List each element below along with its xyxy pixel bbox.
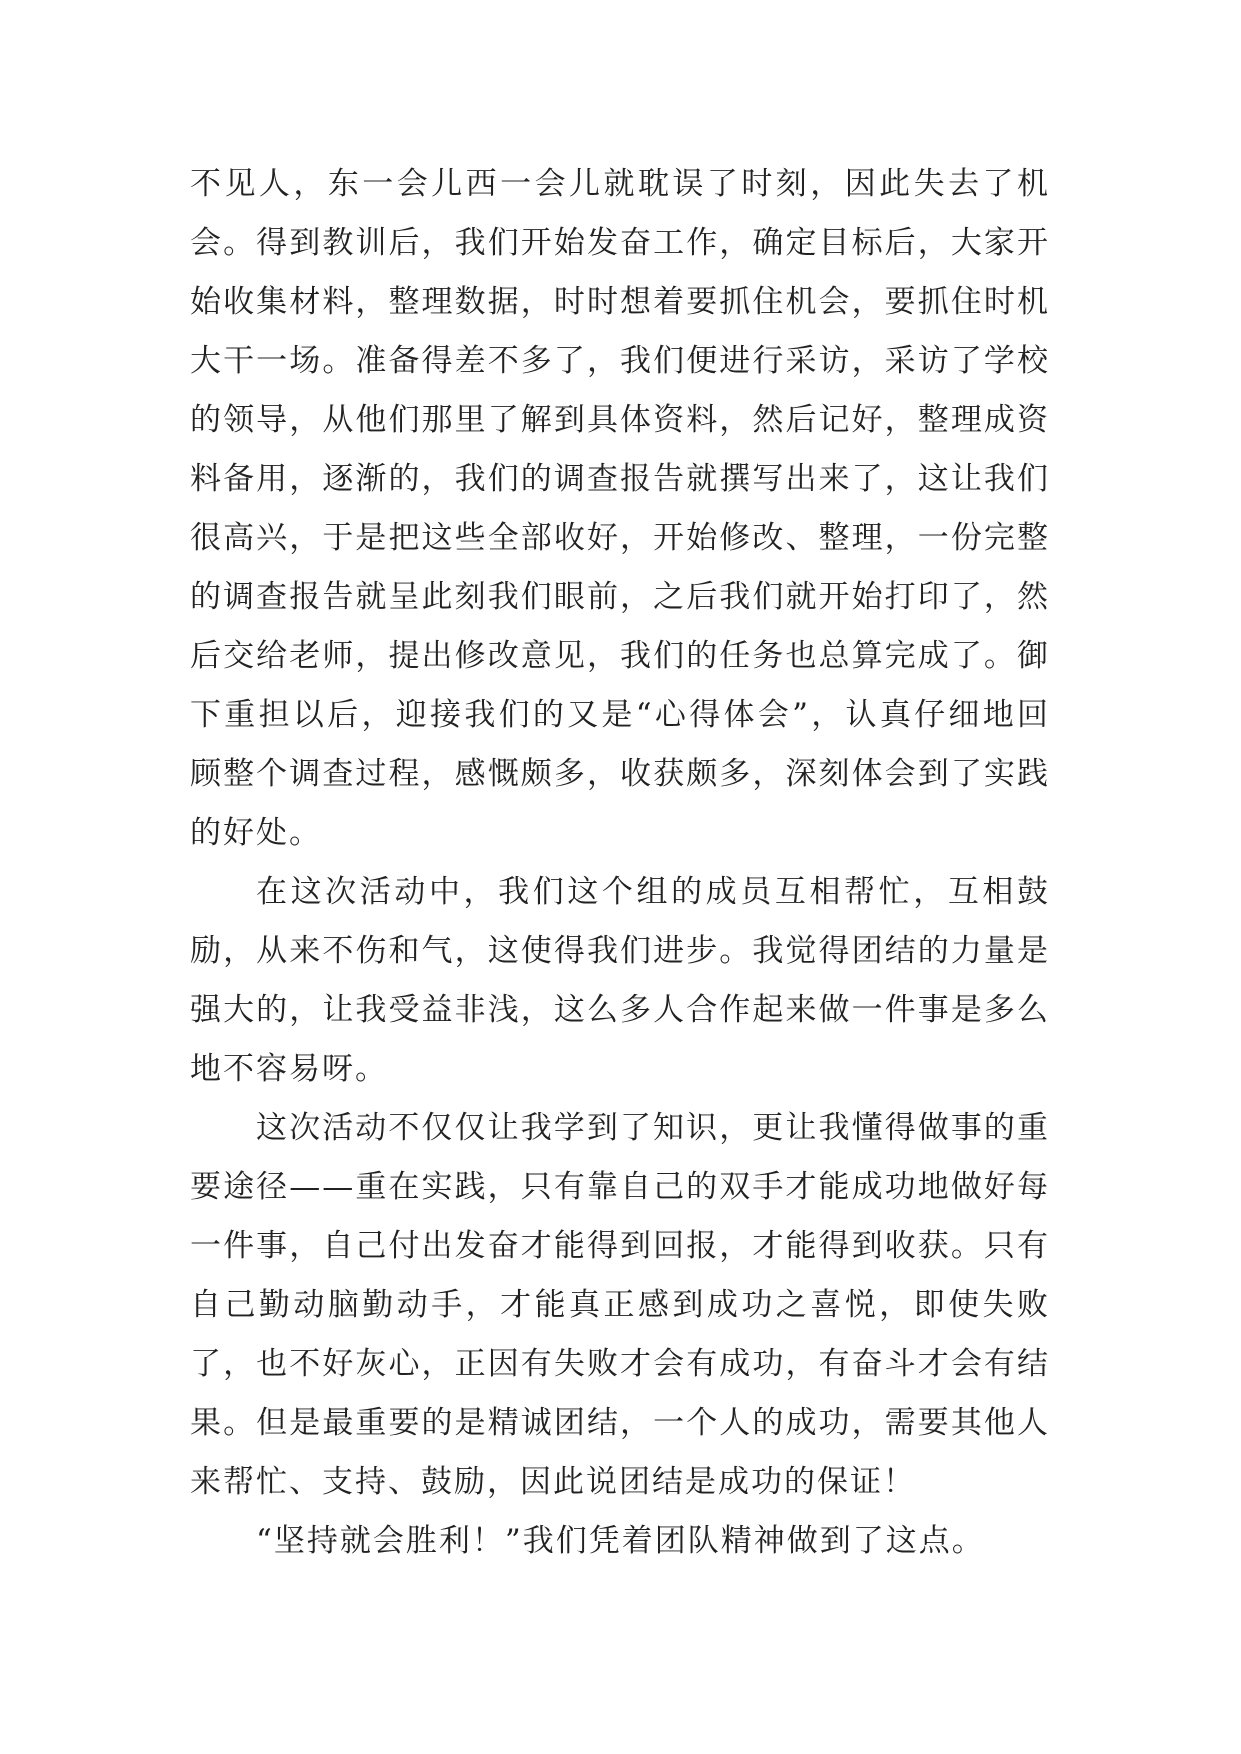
paragraph-teamwork: 在这次活动中，我们这个组的成员互相帮忙，互相鼓励，从来不伤和气，这使得我们进步。我觉得团结的力量是强大的，让我受益非浅，这么多人合作起来做一件事是多么地不容易呀。 [190, 874, 1050, 1087]
paragraph-continuation: 不见人，东一会儿西一会儿就耽误了时刻，因此失去了机会。得到教训后，我们开始发奋工作，确定目标后，大家开始收集材料，整理数据，时时想着要抓住机会，要抓住时机大干一场。准备得差不多了，我们便进行采访，采访了学校的领导，从他们那里了解到具体资料，然后记好，整理成资料备用，逐渐的，我们的调查报告就撰写出来了，这让我们很高兴，于是把这些全部收好，开始修改、整理，一份完整的调查报告就呈此刻我们眼前，之后我们就开始打印了，然后交给老师，提出修改意见，我们的任务也总算完成了。御下重担以后，迎接我们的又是“心得体会”，认真仔细地回顾整个调查过程，感慨颇多，收获颇多，深刻体会到了实践的好处。 [190, 166, 1050, 851]
paragraph-conclusion: “坚持就会胜利！”我们凭着团队精神做到了这点。 [256, 1523, 985, 1559]
paragraph-lessons: 这次活动不仅仅让我学到了知识，更让我懂得做事的重要途径——重在实践，只有靠自己的双手才能成功地做好每一件事，自己付出发奋才能得到回报，才能得到收获。只有自己勤动脑勤动手，才能真正感到成功之喜悦，即使失败了，也不好灰心，正因有失败才会有成功，有奋斗才会有结果。但是最重要的是精诚团结，一个人的成功，需要其他人来帮忙、支持、鼓励，因此说团结是成功的保证！ [190, 1110, 1050, 1500]
document-body [190, 155, 1050, 1571]
